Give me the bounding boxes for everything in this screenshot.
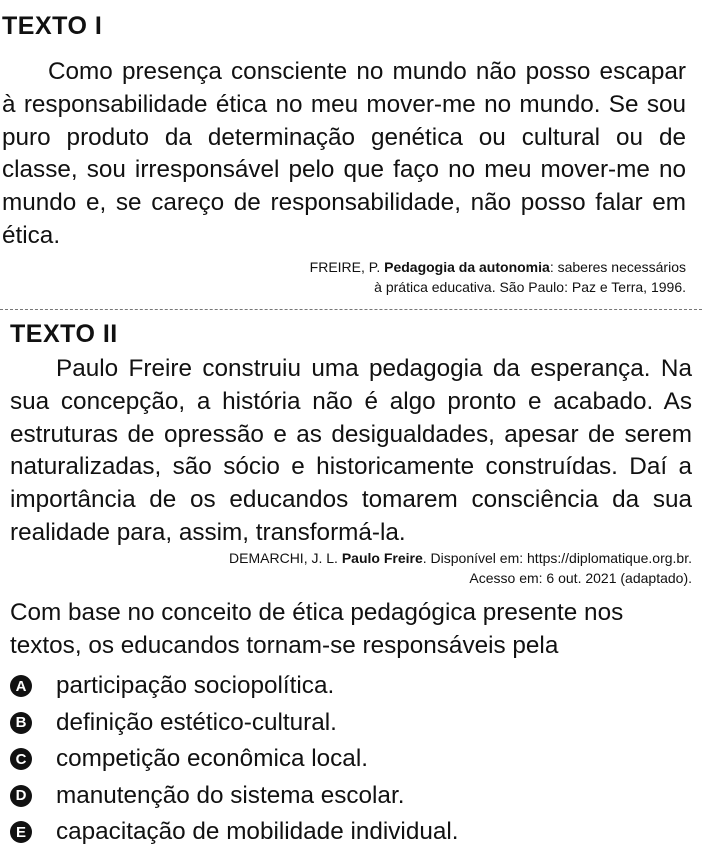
texto-1-body [2, 56, 686, 253]
citation-subtitle: : saberes necessários [549, 259, 686, 275]
option-b[interactable] [10, 705, 690, 742]
option-e-text: capacitação de mobilidade individual. [56, 818, 459, 846]
texto-2-citation [52, 548, 692, 588]
texto-1-citation [86, 257, 686, 297]
option-c[interactable] [10, 741, 690, 778]
option-c-text: competição econômica local. [56, 745, 368, 773]
option-b-text: definição estético-cultural. [56, 708, 337, 736]
texto-2-title: TEXTO II [10, 320, 118, 348]
citation-author: DEMARCHI, J. L. [229, 550, 338, 566]
question-stem: Com base no conceito de ética pedagógica presente nos textos, os educandos tornam-se responsáveis pela [10, 599, 624, 659]
citation-title: Paulo Freire [341, 550, 423, 566]
citation-line-2: Acesso em: 6 out. 2021 (adaptado). [469, 570, 692, 586]
option-e-badge: E [10, 821, 32, 843]
citation-source: . Disponível em: https://diplomatique.org.br. [422, 550, 692, 566]
texto-1-paragraph: Como presença consciente no mundo não posso escapar à responsabilidade ética no meu mover-me no mundo. Se sou puro produto da determinação genética ou cultural ou de classe, sou irresponsável pelo que faço no meu mover-me no mundo e, se careço de responsabilidade, não posso falar em ética. [2, 58, 686, 249]
section-divider [0, 309, 702, 310]
option-d[interactable] [10, 778, 690, 815]
texto-2-paragraph: Paulo Freire construiu uma pedagogia da esperança. Na sua concepção, a história não é algo pronto e acabado. As estruturas de opressão e as desigualdades, apesar de serem naturalizadas, são sócio e historicamente construídas. Daí a importância de os educandos tomarem consciência da sua realidade para, assim, transformá-la. [10, 355, 692, 546]
citation-line-2: à prática educativa. São Paulo: Paz e Terra, 1996. [374, 279, 686, 295]
citation-line-1 [86, 257, 686, 277]
option-a-text: participação sociopolítica. [56, 672, 335, 700]
option-c-badge: C [10, 748, 32, 770]
citation-author: FREIRE, P. [309, 259, 381, 275]
citation-line-1 [52, 548, 692, 568]
option-e[interactable] [10, 814, 690, 851]
option-d-badge: D [10, 785, 32, 807]
option-a[interactable] [10, 668, 690, 705]
option-d-text: manutenção do sistema escolar. [56, 781, 405, 809]
option-a-badge: A [10, 675, 32, 697]
option-b-badge: B [10, 712, 32, 734]
citation-title: Pedagogia da autonomia [384, 259, 550, 275]
texto-2-body [10, 353, 692, 550]
texto-1-title: TEXTO I [2, 12, 103, 40]
answer-options [10, 668, 690, 851]
